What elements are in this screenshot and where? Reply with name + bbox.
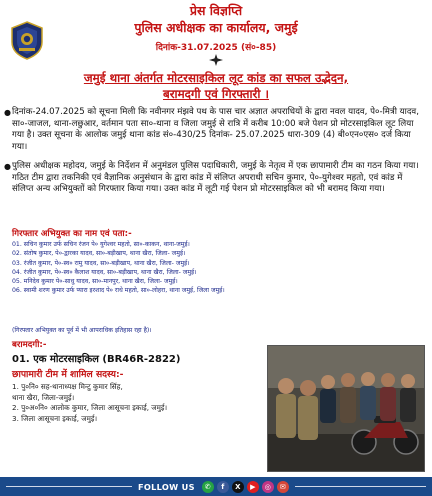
team-member: 1. पु०नि० सह-थानाध्यक्ष मिन्टु कुमार सिंह, [12,382,123,391]
phone-icon[interactable]: ✆ [202,481,214,493]
headline-line-1: जमुई थाना अंतर्गत मोटरसाइकिल लूट कांड का सफल उद्भेदन, [83,71,349,85]
follow-us-label: FOLLOW US [138,481,195,492]
accused-item: 01. सचिन कुमार उर्फ सचिन रंजन पे० युगेश्वर महतो, सा०-काकन, थाना-जमुई। [12,241,190,248]
accused-item: 02. संतोष कुमार, पे०-द्वारका यादव, सा०-बड़ीखाप, थाना खैरा, जिला- जमुई। [12,250,186,258]
arrest-photo [267,345,425,472]
paragraph-investigation [4,161,424,196]
instagram-icon[interactable]: ◎ [262,481,274,493]
team-member: 3. जिला आसूचना इकाई, जमुई। [12,413,98,423]
press-release-title: प्रेस विज्ञप्ति [189,3,243,18]
raid-team-heading: छापामारी टीम में शामिल सदस्य:- [12,369,124,380]
facebook-icon[interactable]: f [217,481,229,493]
recovery-item: 01. एक मोटरसाइकिल (BR46R-2822) [12,354,181,365]
email-icon[interactable]: ✉ [277,481,289,493]
accused-note: (गिरफ्तार अभियुक्त का पूर्व में भी आपराधिक इतिहास रहा है)। [12,327,152,334]
headline-line-2: बरामदगी एवं गिरफ्तारी । [162,87,270,101]
accused-item: 05. मनिदेव कुमार पे०-साधु यादव, सा०-मानपुर, थाना खैरा, जिला- जमुई। [12,278,178,286]
paragraph-incident-text: दिनांक-24.07.2025 को सूचना मिली कि नवीनगर मंझवे पथ के पास चार अज्ञात अपराधियों के द्वारा नवल यादव, पे०-मित्री यादव, सा०-जाजल, थाना-लछुआर, वर्तमान पता सा०-थाना व जिला जमुई से रात्रि में करीब 10:00 बजे पेशन प्रो मोटरसाइकिल लूट लिया गया है। उक्त सूचना के आलोक जमुई थाना कांड सं०-430/25 दिनांक- 25.07.2025 धारा-309 (4) बी०एन०एस० दर्ज किया गया। [12,107,419,152]
accused-item: 04. रंजीत कुमार, पे०-स्व० कैलाश यादव, सा०-बड़ीखाप, थाना खैरा, जिला- जमुई। [12,268,197,276]
raid-team-list [12,382,262,424]
paragraph-incident [4,107,424,153]
bullet-icon: ● [4,162,11,171]
youtube-icon[interactable]: ▶ [247,481,259,493]
team-member: थाना खैरा, जिला-जमुई। [12,392,75,402]
ornament-icon [207,53,225,67]
recovery-heading: बरामदगी:- [12,340,47,350]
arrest-photo-illustration [268,346,425,472]
dateline: दिनांक-31.07.2025 (सं०-85) [155,43,277,53]
x-icon[interactable]: X [232,481,244,493]
paragraph-investigation-text: पुलिस अधीक्षक महोदय, जमुई के निर्देशन में अनुमंडल पुलिस पदाधिकारी, जमुई के नेतृत्व में एक छापामारी टीम का गठन किया गया। गठित टीम द्वारा तकनिकी एवं वैज्ञानिक अनुसंधान के द्वारा कांड में संलिप्त अपराधी सचिन कुमार, पे०-युगेश्वर महतो, एवं कांड में संलिप्त अन्य अभियुक्तों को गिरफ्तार किया गया। उक्त कांड में लूटी गई पेशन प्रो मोटरसाइकिल को भी बरामद किया गया। [12,161,419,195]
follow-us-group [132,479,295,494]
accused-item: 03. रंजीत कुमार, पे०-स्व० रामु यादव, सा०-बड़ीखाप, थाना खैरा, जिला- जमुई। [12,259,190,267]
office-title: पुलिस अधीक्षक का कार्यालय, जमुई [134,20,298,35]
accused-item: 06. स्वामी शरण कुमार उर्फ प्यारा इरशाद पे० राधे महतो, सा०-लोहरा, थाना जमुई, जिला जमुई। [12,287,225,295]
accused-heading: गिरफ्तार अभियुक्त का नाम एवं पता:- [12,229,132,239]
bullet-icon: ● [4,108,11,117]
accused-list [12,240,427,296]
footer-bar [0,477,432,496]
team-member: 2. पु०अ०नि० आलोक कुमार, जिला आसूचना इकाई, जमुई। [12,403,168,412]
